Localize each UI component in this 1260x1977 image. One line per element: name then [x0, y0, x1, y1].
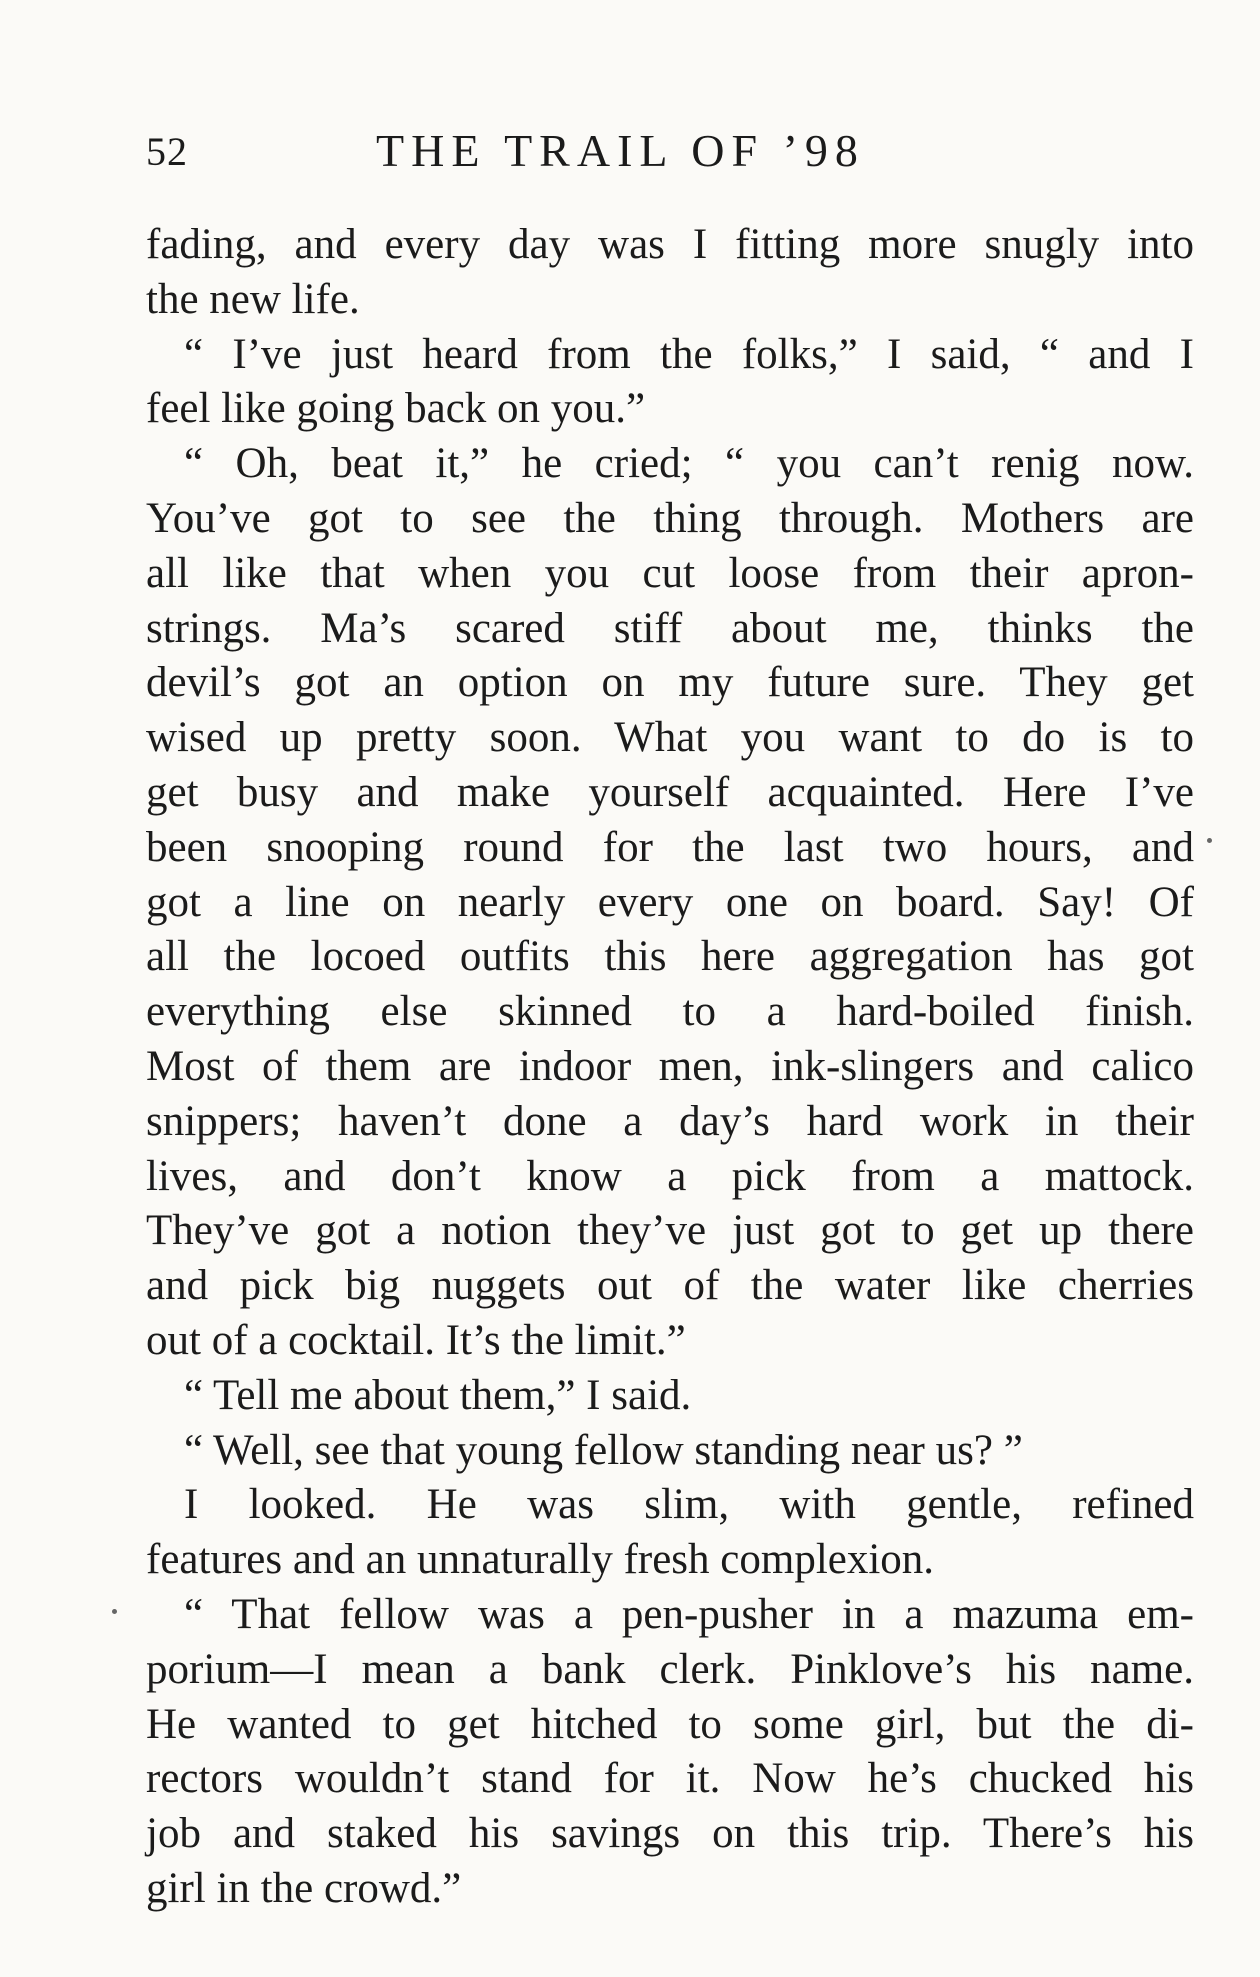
- text-line: get busy and make yourself acquainted. Here I’ve: [146, 768, 1194, 816]
- text-line: “ Oh, beat it,” he cried; “ you can’t renig now.: [184, 440, 1194, 488]
- text-line: wised up pretty soon. What you want to do is to: [146, 714, 1194, 762]
- text-line: features and an unnaturally fresh complexion.: [146, 1536, 935, 1584]
- text-line: feel like going back on you.”: [146, 385, 646, 433]
- page-body: [146, 218, 1194, 1917]
- text-line: devil’s got an option on my future sure. They get: [146, 659, 1194, 707]
- text-line: They’ve got a notion they’ve just got to get up there: [146, 1207, 1194, 1255]
- text-line: “ Well, see that young fellow standing near us? ”: [184, 1426, 1023, 1474]
- text-line: snippers; haven’t done a day’s hard work in their: [146, 1097, 1194, 1145]
- text-line: You’ve got to see the thing through. Mothers are: [146, 494, 1194, 542]
- text-line: job and staked his savings on this trip. There’s his: [146, 1810, 1194, 1858]
- page-number: 52: [146, 129, 188, 174]
- text-line: got a line on nearly every one on board. Say! Of: [146, 878, 1194, 926]
- text-line: fading, and every day was I fitting more snugly into: [146, 221, 1194, 268]
- text-line: out of a cocktail. It’s the limit.”: [146, 1316, 686, 1364]
- text-line: “ That fellow was a pen-pusher in a mazuma em-: [184, 1590, 1194, 1638]
- text-line: strings. Ma’s scared stiff about me, thinks the: [146, 604, 1194, 652]
- paper-speck: [1207, 838, 1212, 843]
- text-line: I looked. He was slim, with gentle, refined: [184, 1481, 1194, 1529]
- text-line: all like that when you cut loose from their apron-: [146, 549, 1194, 597]
- text-line: He wanted to get hitched to some girl, but the di-: [146, 1700, 1194, 1748]
- text-line: girl in the crowd.”: [146, 1864, 462, 1912]
- text-line: porium—I mean a bank clerk. Pinklove’s his name.: [146, 1645, 1194, 1693]
- running-head: THE TRAIL OF ’98: [376, 125, 865, 176]
- text-line: been snooping round for the last two hours, and: [146, 823, 1194, 871]
- page-header: [146, 125, 1194, 188]
- text-line: and pick big nuggets out of the water like cherries: [146, 1262, 1194, 1310]
- text-line: Most of them are indoor men, ink-slingers and calico: [146, 1042, 1194, 1090]
- text-line: “ I’ve just heard from the folks,” I said, “ and I: [184, 330, 1194, 378]
- text-line: the new life.: [146, 275, 360, 323]
- text-line: all the locoed outfits this here aggregation has got: [146, 933, 1194, 981]
- text-line: everything else skinned to a hard-boiled finish.: [146, 988, 1194, 1036]
- text-line: lives, and don’t know a pick from a mattock.: [146, 1152, 1194, 1200]
- text-line: “ Tell me about them,” I said.: [184, 1371, 692, 1419]
- text-line: rectors wouldn’t stand for it. Now he’s chucked his: [146, 1755, 1194, 1803]
- paper-speck: [112, 1609, 117, 1614]
